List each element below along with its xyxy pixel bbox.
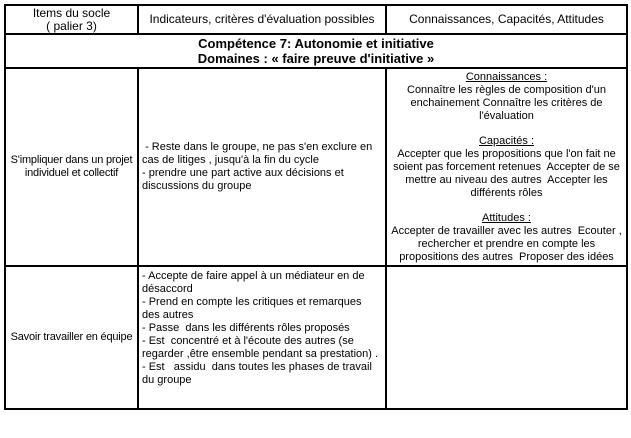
row1-item-cell: S'impliquer dans un projet individuel et collectif xyxy=(6,69,139,267)
indicator-item: - Est concentré et à l'écoute des autres (se regarder ,être ensemble pendant sa prestation) . xyxy=(142,335,379,360)
row2-cca-cell-empty xyxy=(387,267,626,408)
indicator-item: - Est assidu dans toutes les phases de travail du groupe xyxy=(142,361,375,386)
header-items-line1: Items du socle xyxy=(32,6,111,20)
connaissances-heading: Connaissances : xyxy=(465,71,548,83)
header-items-line2: ( palier 3) xyxy=(46,18,97,33)
section-heading xyxy=(389,135,624,148)
indicator-item: - Passe dans les différents rôles proposés xyxy=(142,322,350,334)
attitudes-section xyxy=(389,212,624,264)
capacites-body: Accepter que les propositions que l'on fait ne soient pas forcement retenues Accepter de se mettre au niveau des autres Accepter les différents rôles xyxy=(393,148,623,199)
indicator-item: - Accepte de faire appel à un médiateur en de désaccord xyxy=(142,270,368,295)
competence-table xyxy=(4,4,628,410)
section-heading xyxy=(389,212,624,225)
competence-title: Compétence 7: Autonomie et initiative xyxy=(198,36,434,51)
competence-banner xyxy=(6,35,626,69)
indicator-item: - Prend en compte les critiques et remarques des autres xyxy=(142,296,365,321)
indicator-item: - Reste dans le groupe, ne pas s'en exclure en cas de litiges , jusqu'à la fin du cycle xyxy=(142,141,376,166)
connaissances-body: Connaître les règles de composition d'un enchainement Connaître les critères de l'évaluation xyxy=(407,84,610,122)
header-items-du-socle xyxy=(6,6,139,35)
capacites-section xyxy=(389,135,624,200)
row2-item-cell: Savoir travailler en équipe xyxy=(6,267,139,408)
header-connaissances-capacites-attitudes: Connaissances, Capacités, Attitudes xyxy=(387,6,626,35)
competence-domain: Domaines : « faire preuve d'initiative » xyxy=(197,51,435,66)
row1-indicateurs-cell xyxy=(139,69,387,267)
row2-indicateurs-cell xyxy=(139,267,387,408)
row1-cca-cell xyxy=(387,69,626,267)
section-heading xyxy=(389,71,624,84)
capacites-heading: Capacités : xyxy=(478,135,535,147)
indicator-item: - prendre une part active aux décisions et discussions du groupe xyxy=(142,167,347,192)
attitudes-body: Accepter de travailler avec les autres Ecouter , rechercher et prendre en compte les propositions des autres Proposer des idées xyxy=(391,225,625,263)
header-indicateurs: Indicateurs, critères d'évaluation possibles xyxy=(139,6,387,35)
attitudes-heading: Attitudes : xyxy=(482,212,531,224)
connaissances-section xyxy=(389,71,624,123)
